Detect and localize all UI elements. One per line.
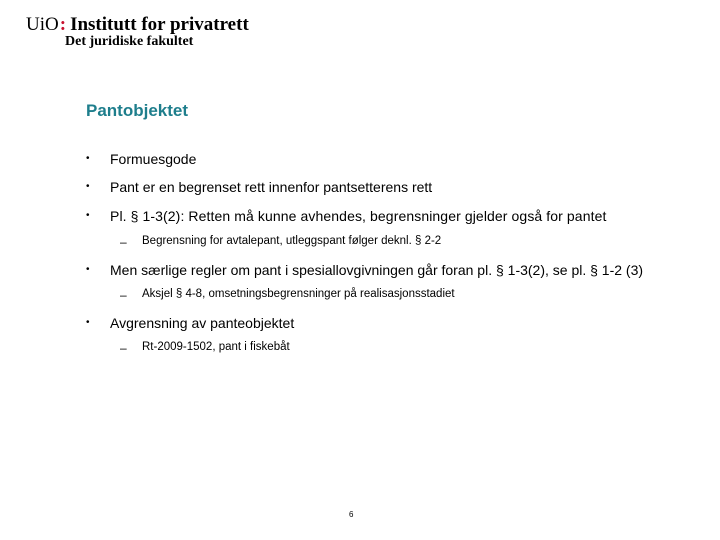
bullet-icon: • (86, 264, 90, 275)
dash-icon: – (120, 288, 127, 302)
bullet-icon: • (86, 210, 90, 221)
dash-icon: – (120, 235, 127, 249)
faculty-name: Det juridiske fakultet (65, 34, 194, 49)
list-item-text: Pant er en begrenset rett innenfor pantsetterens rett (110, 179, 433, 195)
sub-list-item-text: Rt-2009-1502, pant i fiskebåt (142, 341, 290, 353)
list-item-text: Avgrensning av panteobjektet (110, 315, 295, 331)
list-item-text: Formuesgode (110, 151, 197, 167)
uio-logo-colon: : (59, 14, 67, 35)
bullet-icon: • (86, 153, 90, 164)
sub-list-item-text: Begrensning for avtalepant, utleggspant følger deknl. § 2-2 (142, 235, 442, 247)
institution-header (26, 14, 249, 50)
sub-list-item-text: Aksjel § 4-8, omsetningsbegrensninger på realisasjonsstadiet (142, 288, 455, 300)
bullet-icon: • (86, 181, 90, 192)
list-item-text: Men særlige regler om pant i spesiallovgivningen går foran pl. § 1-3(2), se pl. § 1-2 (3) (110, 262, 644, 278)
slide-title: Pantobjektet (86, 101, 189, 120)
dash-icon: – (120, 341, 127, 355)
institution-logo (26, 14, 249, 36)
institute-name: Institutt for privatrett (70, 14, 249, 35)
bullet-icon: • (86, 317, 90, 328)
uio-logo-text: UiO (26, 14, 59, 35)
page-number: 6 (349, 510, 354, 519)
list-item-text: Pl. § 1-3(2): Retten må kunne avhendes, begrensninger gjelder også for pantet (110, 208, 607, 224)
